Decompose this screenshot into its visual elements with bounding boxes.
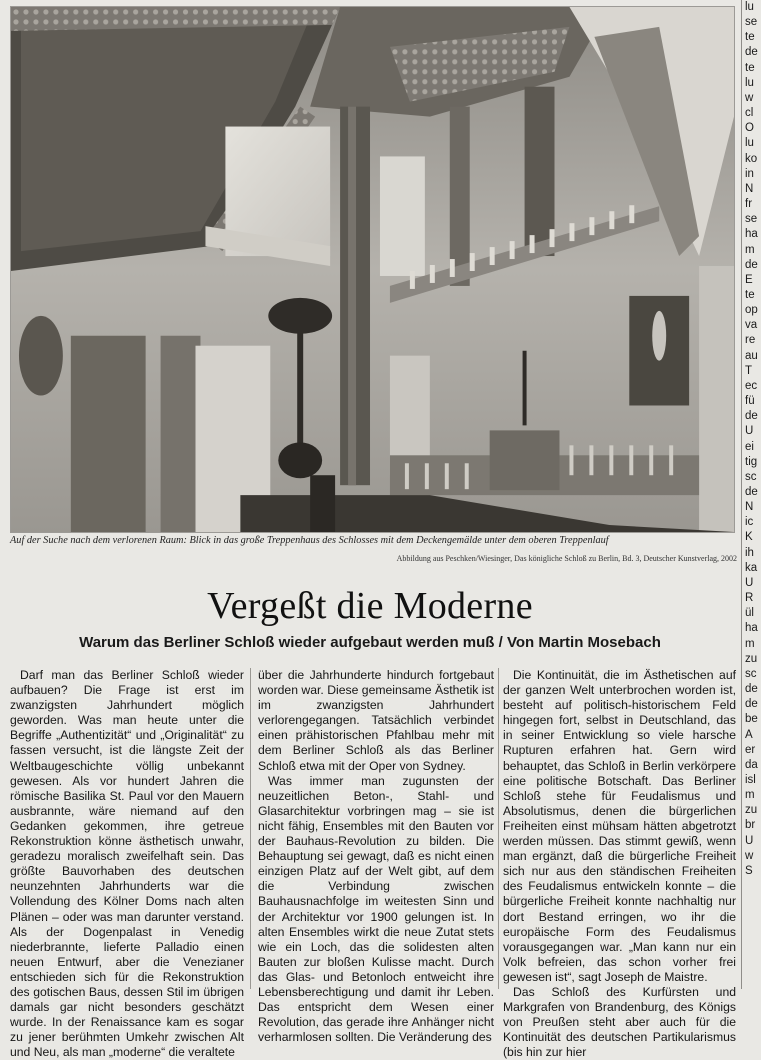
edge-fragment: ha	[745, 228, 758, 241]
edge-fragment: sc	[745, 667, 757, 680]
paragraph: über die Jahrhunderte hindurch fortgebaut worden war. Diese gemeinsame Ästhetik ist im zwanzigsten Jahrhundert verlorengegangen. Tatsächlich verbindet einen prähistorischen Pfahlbau mehr mit dem Berliner Schloß als das Berliner Schloß etwa mit der Oper von Sydney.	[258, 668, 494, 773]
column-divider	[498, 668, 499, 989]
edge-fragment: m	[745, 789, 755, 802]
edge-fragment: lu	[745, 1, 754, 13]
article-column-2	[258, 668, 494, 1045]
edge-fragment: ha	[745, 622, 758, 635]
edge-fragment: te	[745, 61, 755, 74]
staircase-photograph	[10, 6, 735, 533]
edge-fragment: er	[745, 743, 756, 756]
edge-fragment: sc	[745, 470, 757, 483]
edge-fragment: m	[745, 637, 755, 650]
edge-fragment: U	[745, 576, 754, 589]
article-column-3	[503, 668, 736, 1060]
edge-fragment: tig	[745, 455, 758, 468]
edge-fragment: de	[745, 486, 758, 498]
edge-fragment: U	[745, 834, 754, 847]
edge-fragment: ko	[745, 152, 758, 165]
edge-fragment: br	[745, 819, 756, 832]
edge-fragment: re	[745, 334, 756, 347]
edge-fragment: au	[745, 349, 758, 362]
edge-fragment: S	[745, 864, 753, 877]
edge-fragment: de	[745, 46, 758, 59]
column-divider	[250, 668, 251, 989]
edge-fragment: ül	[745, 607, 754, 620]
edge-fragment: ih	[745, 546, 754, 559]
adjacent-column-fragment	[745, 0, 761, 989]
edge-fragment: fü	[745, 395, 755, 408]
article-subheadline: Warum das Berliner Schloß wieder aufgebaut werden muß / Von Martin Mosebach	[79, 634, 661, 651]
edge-fragment: te	[745, 31, 755, 44]
edge-fragment: E	[745, 273, 753, 286]
article-headline: Vergeßt die Moderne	[207, 585, 533, 627]
edge-fragment: w	[745, 849, 754, 862]
edge-fragment: O	[745, 122, 754, 135]
edge-fragment: lu	[745, 76, 754, 89]
edge-fragment: U	[745, 425, 754, 438]
edge-fragment: T	[745, 364, 753, 377]
edge-fragment: A	[745, 728, 753, 741]
staircase-illustration	[11, 7, 734, 532]
photo-caption: Auf der Suche nach dem verlorenen Raum: Blick in das große Treppenhaus des Schlosses mit dem Deckengemälde unter dem oberen Treppenlauf	[10, 535, 609, 546]
edge-fragment: te	[745, 288, 755, 301]
photo-credit: Abbildung aus Peschken/Wiesinger, Das königliche Schloß zu Berlin, Bd. 3, Deutscher Kunstverlag, 2002	[396, 554, 737, 563]
paragraph: Das Schloß des Kurfürsten und Markgrafen von Brandenburg, des Königs von Preußen steht aber auch für die Kontinuität des deutschen Partikularismus (bis hin zur hier	[503, 984, 736, 1060]
edge-fragment: fr	[745, 198, 753, 211]
edge-fragment: va	[745, 319, 758, 332]
edge-fragment: ec	[745, 379, 758, 392]
edge-fragment: zu	[745, 652, 758, 665]
edge-fragment: de	[745, 258, 758, 271]
edge-fragment: in	[745, 167, 754, 180]
edge-fragment: de	[745, 698, 758, 711]
paragraph: Die Kontinuität, die im Ästhetischen auf der ganzen Welt unterbrochen worden ist, besteht auf politisch-historischem Feld hingegen fort, selbst in Deutschland, das in seiner Entwicklung so viele harsche Rupturen erfahren hat. Gern wird behauptet, das Schloß in Berlin verkörpere eine politische Botschaft. Das Berliner Schloß stehe für Feudalismus und Absolutismus, denen die bürgerlichen Freiheiten einst mühsam hätten abgetrotzt werden müssen. Das stimmt gewiß, wenn man ergänzt, daß die bürgerliche Freiheit sich nur aus den ständischen Freiheiten des Feudalismus entwickeln konnte – die bürgerliche Freiheit konnte nachhaltig nur dort Bestand erringen, wo ihr die europäische Form des Feudalismus vorausgegangen war. „Man kann nur ein Volk befreien, das schon vorher frei gewesen ist“, sagt Joseph de Maistre.	[503, 668, 736, 984]
edge-fragment: N	[745, 501, 754, 514]
edge-fragment: ka	[745, 561, 758, 574]
edge-fragment: w	[745, 91, 754, 104]
edge-fragment: da	[745, 758, 758, 771]
edge-fragment: zu	[745, 804, 758, 817]
article-column-1	[10, 668, 244, 1060]
edge-fragment: R	[745, 592, 754, 605]
edge-fragment: be	[745, 713, 758, 726]
edge-fragment: ei	[745, 440, 754, 453]
edge-fragment: m	[745, 243, 755, 256]
edge-fragment: cl	[745, 107, 754, 120]
edge-fragment: de	[745, 683, 758, 696]
edge-fragment: lu	[745, 137, 754, 150]
edge-fragment: op	[745, 304, 758, 317]
edge-fragment: K	[745, 531, 753, 544]
edge-fragment: ic	[745, 516, 754, 529]
edge-fragment: N	[745, 182, 754, 195]
edge-fragment: se	[745, 213, 758, 226]
edge-fragment: isl	[745, 773, 756, 786]
paragraph: Was immer man zugunsten der neuzeitlichen Beton-, Stahl- und Glasarchitektur vorbringen mag – sie ist nicht fähig, Ensembles mit den Bauten vor der Bauhaus-Revolution zu bilden. Die Behauptung sei gewagt, daß es nicht einen einzigen Platz auf der Welt gibt, auf dem die Verbindung zwischen Bauhausnachfolge im weitesten Sinn und der Architektur vor 1900 gelungen ist. In alten Ensembles wirkt die neue Zutat stets wie ein Loch, das die solidesten alten Bauten zur bloßen Kulisse macht. Durch das Glas- und Betonloch entweicht ihre Lebensberechtigung und damit ihr Leben. Das entspricht dem Wesen einer Revolution, das gerade ihre Anhänger nicht verharmlosen sollten. Die Veränderung des	[258, 773, 494, 1045]
edge-fragment: de	[745, 410, 758, 423]
paragraph: Darf man das Berliner Schloß wieder aufbauen? Die Frage ist erst im zwanzigsten Jahrhundert möglich geworden. Was man heute unter die Begriffe „Authentizität“ und „Originalität“ zu fassen versucht, ist die längste Zeit der Weltbaugeschichte völlig unbekannt gewesen. Als vor hundert Jahren die römische Basilika St. Paul vor den Mauern ausbrannte, wäre niemand auf den Gedanken gekommen, ihre getreue Rekonstruktion könne ästhetisch unwahr, geradezu moralisch zweifelhaft sein. Das größte Bauvorhaben des deutschen neunzehnten Jahrhunderts war die Vollendung des Kölner Doms nach alten Plänen – oder was man darunter verstand. Als der Dogenpalast in Venedig niederbrannte, lieferte Palladio einen neuen Entwurf, aber die Venezianer entschieden sich für die Rekonstruktion des gotischen Baus, dessen Stil im übrigen damals gar nicht besonders geschätzt wurde. In der Renaissance kam es sogar zu jener berühmten Umkehr zwischen Alt und Neu, als man „moderne“ die veraltete	[10, 668, 244, 1060]
page-divider	[741, 0, 742, 989]
edge-fragment: se	[745, 16, 758, 29]
